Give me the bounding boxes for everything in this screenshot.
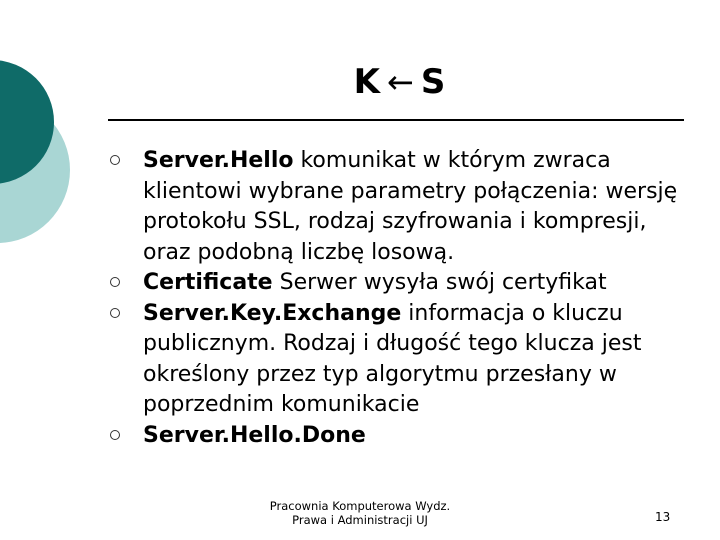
bullet-term: Server.Hello.Done <box>143 422 366 448</box>
bullet-circle-icon <box>110 430 120 440</box>
footer-line-1: Pracownia Komputerowa Wydz. <box>269 499 451 513</box>
title-s: S <box>420 62 447 102</box>
bullet-circle-icon <box>110 308 120 318</box>
bullet-text: Serwer wysyła swój certyfikat <box>272 270 607 295</box>
list-item <box>110 421 690 452</box>
bullet-text: informacja o kluczu publicznym. Rodzaj i długość tego klucza jest określony przez typ algorytmu przesłany w poprzednim komunikacie <box>143 300 642 417</box>
bullet-circle-icon <box>110 155 120 165</box>
bullet-text: komunikat w którym zwraca klientowi wybrane parametry połączenia: wersję protokołu SSL, rodzaj szyfrowania i kompresji, oraz podobną liczbę losową. <box>143 148 678 265</box>
bullet-term: Server.Key.Exchange <box>143 300 402 326</box>
footer <box>240 499 480 527</box>
bullet-term: Certificate <box>143 270 273 295</box>
list-item <box>110 299 690 421</box>
decorative-circles <box>0 0 120 300</box>
slide-title <box>100 62 700 102</box>
list-item <box>110 268 690 299</box>
bullet-list <box>110 146 690 451</box>
page-number: 13 <box>655 510 671 524</box>
bullet-circle-icon <box>110 277 120 287</box>
footer-line-2: Prawa i Administracji UJ <box>292 513 428 527</box>
left-arrow-icon: ← <box>387 63 415 101</box>
title-k: K <box>353 62 382 102</box>
list-item <box>110 146 690 268</box>
bullet-term: Server.Hello <box>143 148 294 173</box>
title-divider <box>108 119 684 121</box>
